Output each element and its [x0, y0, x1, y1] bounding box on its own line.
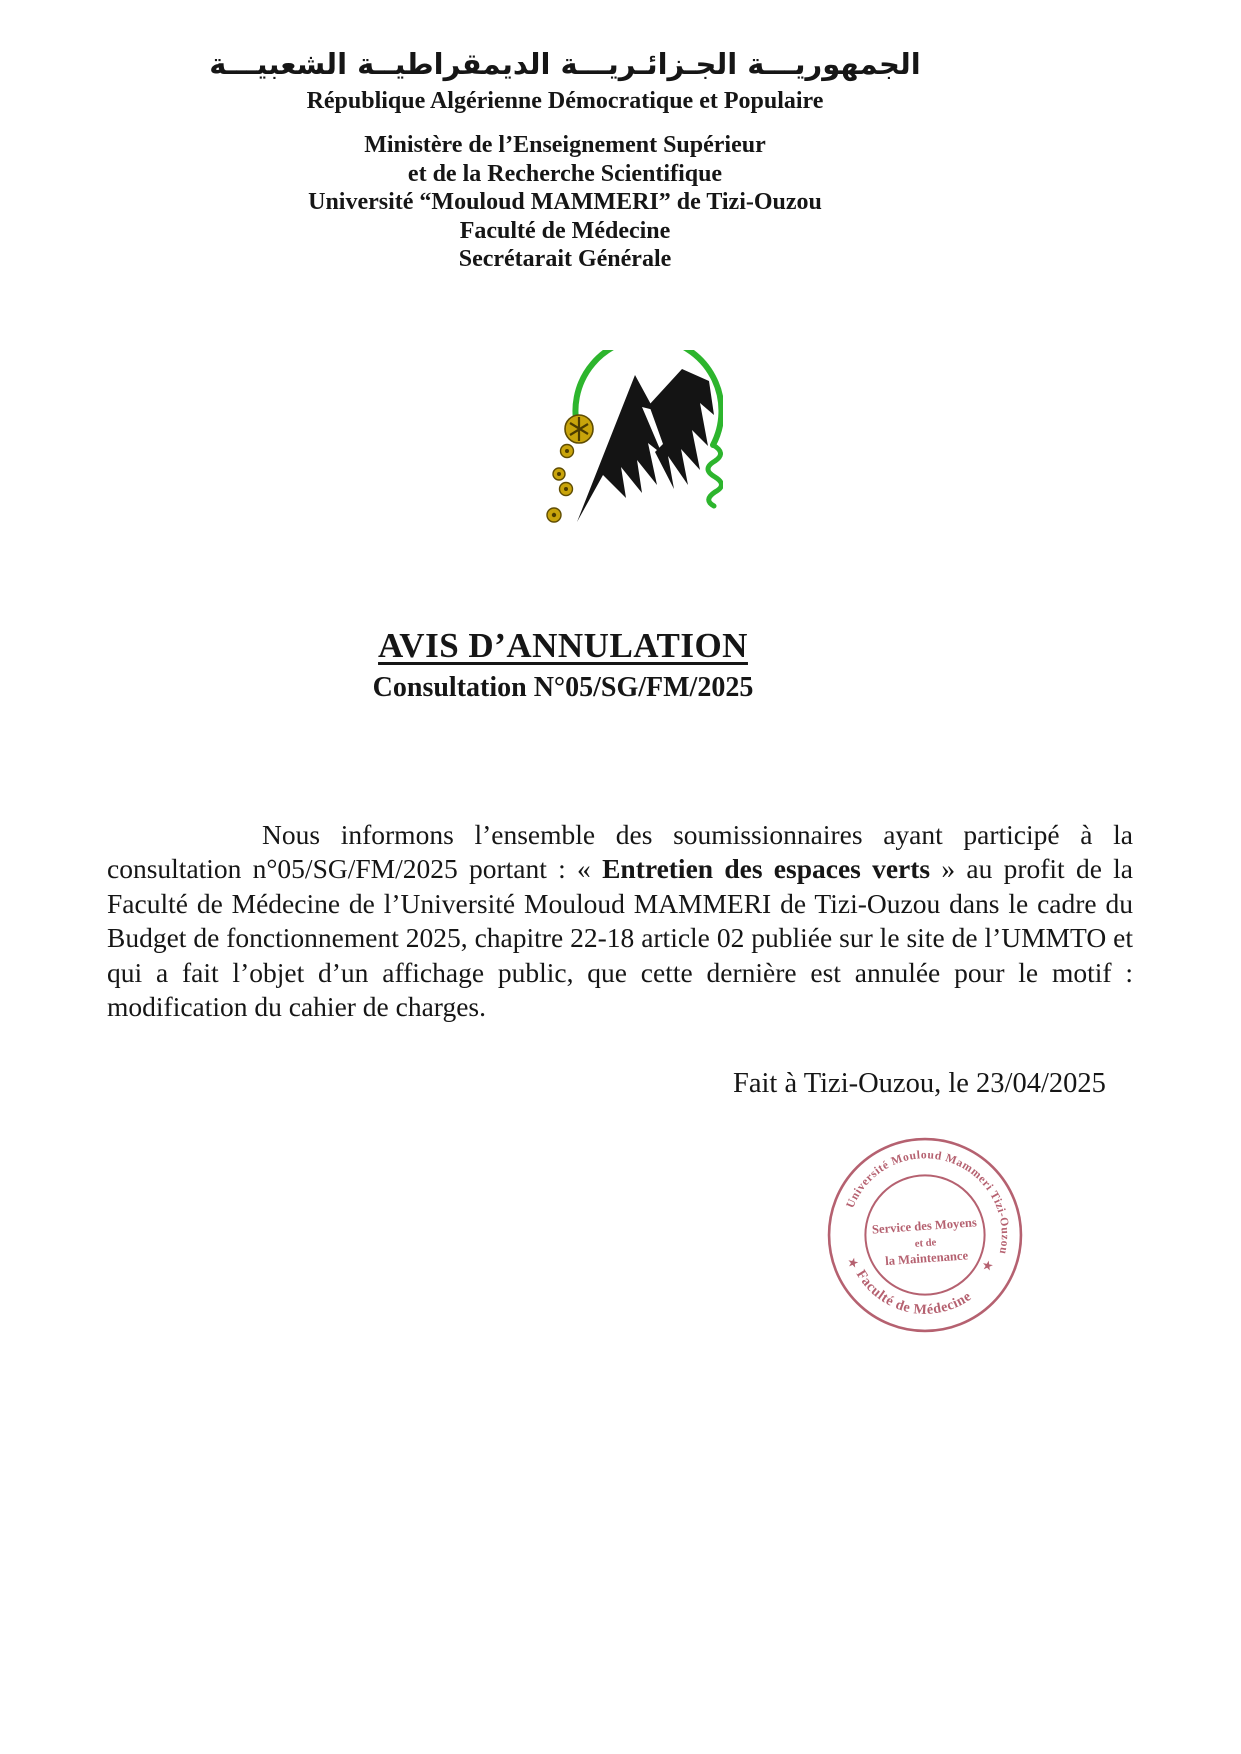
- body-object-bold: Entretien des espaces verts: [602, 853, 931, 884]
- university-logo-icon: [543, 350, 723, 534]
- body-lead: Nous informons l’ensemble des soumissionnaires ayant participé à la consultation n°05/SG/FM/2025 portant : «: [107, 818, 1133, 884]
- stamp-center-line-1: Service des Moyens: [871, 1215, 978, 1237]
- body-rest: » au profit de la Faculté de Médecine de l’Université Mouloud MAMMERI de Tizi-Ouzou dans le cadre du Budget de fonctionnement 2025, chapitre 22-18 article 02 publiée sur le site de l’UMMTO et qui a fait l’objet d’un affichage public, que cette dernière est annulée pour le motif : modification du cahier de charges.: [107, 853, 1134, 1022]
- secretariat-name: Secrétarait Générale: [458, 246, 672, 272]
- stamp-ring-top-text: Université Mouloud Mammeri Tizi-Ouzou: [843, 1148, 1012, 1256]
- dateline: Fait à Tizi-Ouzou, le 23/04/2025: [733, 1068, 1106, 1099]
- republic-name-arabic: الجمهوريـــة الجـزائـريـــة الديمقراطيــة الشعبيـــة: [209, 47, 921, 81]
- republic-name-french: République Algérienne Démocratique et Populaire: [306, 88, 824, 114]
- ministry-line-1: Ministère de l’Enseignement Supérieur: [364, 132, 766, 158]
- stamp-center-line-3: la Maintenance: [884, 1248, 969, 1269]
- stamp-star-right-icon: ★: [980, 1256, 996, 1274]
- stamp-ring-bottom-text: Faculté de Médecine: [852, 1267, 975, 1319]
- notice-body: [107, 818, 1133, 1025]
- notice-subtitle: Consultation N°05/SG/FM/2025: [372, 672, 754, 703]
- ministry-block: [0, 131, 1130, 274]
- notice-title: AVIS D’ANNULATION: [378, 626, 748, 665]
- svg-text:Faculté de Médecine: [847, 1265, 977, 1329]
- faculty-name: Faculté de Médecine: [459, 217, 671, 244]
- university-name: Université “Mouloud MAMMERI” de Tizi-Ouzou: [308, 189, 822, 215]
- notice-title-block: [0, 626, 1126, 704]
- official-stamp: [824, 1134, 1026, 1336]
- stamp-star-left-icon: ★: [845, 1254, 861, 1272]
- ministry-line-2: et de la Recherche Scientifique: [407, 160, 723, 187]
- letterhead: [0, 44, 1130, 274]
- stamp-center-line-2: et de: [914, 1237, 937, 1250]
